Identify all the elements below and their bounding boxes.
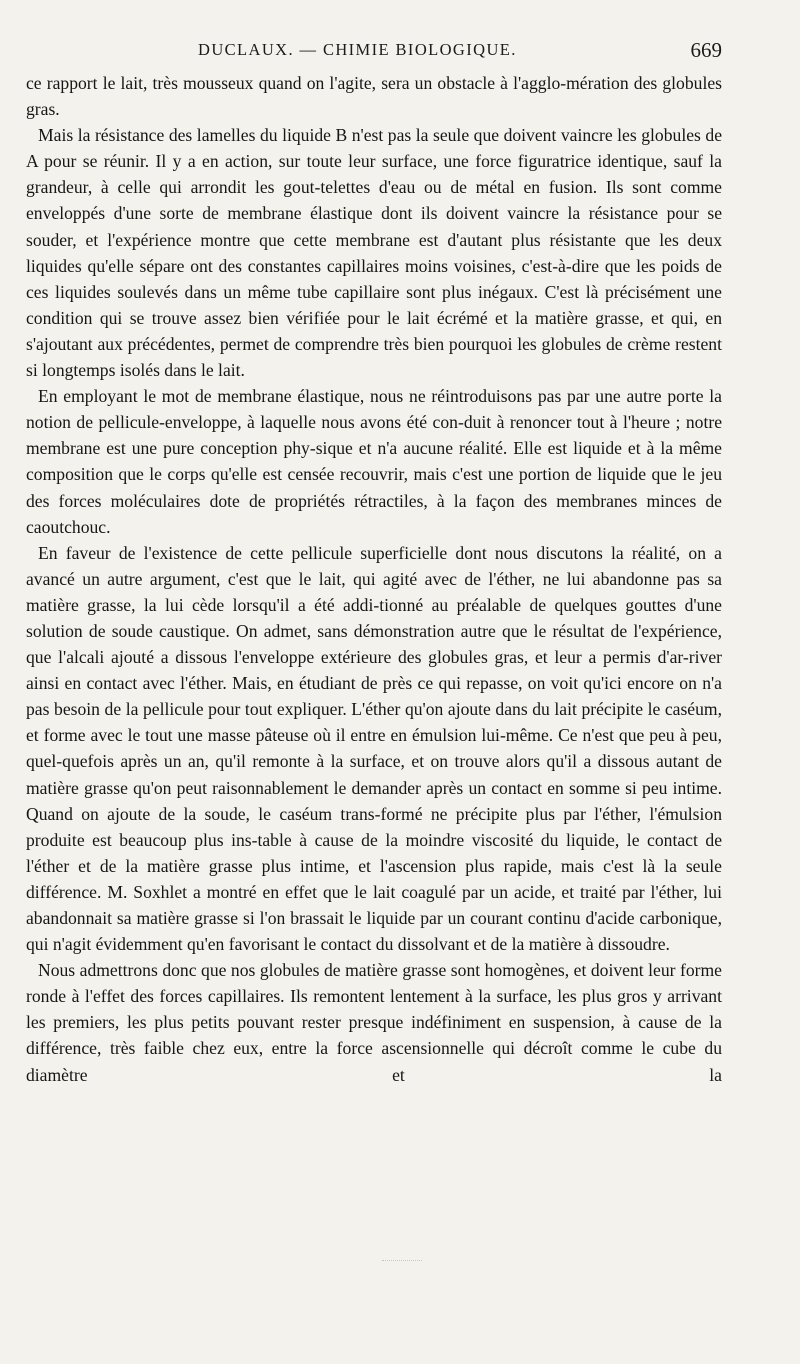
page-header (26, 38, 722, 64)
paragraph-capillary-resistance: Mais la résistance des lamelles du liquide B n'est pas la seule que doivent vaincre les globules de A pour se réunir. Il y a en action, sur toute leur surface, une force figuratrice identique, sauf la grandeur, à celle qui arrondit les gout-telettes d'eau ou de métal en fusion. Ils sont comme enveloppés d'une sorte de membrane élastique dont ils doivent vaincre la résistance pour se souder, et l'expérience montre que cette membrane est d'autant plus résistante que les deux liquides qu'elle sépare ont des constantes capillaires moins voisines, c'est-à-dire que les poids de ces liquides soulevés dans un même tube capillaire sont plus inégaux. C'est là précisément une condition qui se trouve assez bien vérifiée pour le lait écrémé et la matière grasse, et qui, en s'ajoutant aux précédentes, permet de comprendre très bien pourquoi les globules de crème restent si longtemps isolés dans le lait. (26, 125, 722, 381)
body-text (26, 70, 722, 1088)
running-head: DUCLAUX. — CHIMIE BIOLOGIQUE. (198, 40, 517, 59)
paragraph-ether-argument: En faveur de l'existence de cette pellicule superficielle dont nous discutons la réalité, on a avancé un autre argument, c'est que le lait, qui agité avec de l'éther, ne lui abandonne pas sa matière grasse, la lui cède lorsqu'il a été addi-tionné au préalable de quelques gouttes d'une solution de soude caustique. On admet, sans démonstration autre que le résultat de l'expérience, que l'alcali ajouté a dissous l'enveloppe extérieure des globules gras, et leur a permis d'ar-river ainsi en contact avec l'éther. Mais, en étudiant de près ce qui repasse, on voit qu'ici encore on n'a pas besoin de la pellicule pour tout expliquer. L'éther qu'on ajoute dans du lait précipite le caséum, et forme avec le tout une masse pâteuse où il entre en émulsion lui-même. Ce n'est que peu à peu, quel-quefois après un an, qu'il remonte à la surface, et on trouve alors qu'il a dissous autant de matière grasse qu'on peut raisonnablement le demander après un contact en somme si peu intime. Quand on ajoute de la soude, le caséum trans-formé ne précipite plus par l'éther, l'émulsion produite est beaucoup plus ins-table à cause de la moindre viscosité du liquide, le contact de l'éther et de la matière grasse plus intime, et l'ascension plus rapide, mais c'est là la seule différence. M. Soxhlet a montré en effet que le lait coagulé par un acide, et traité par l'éther, lui abandonnait sa matière grasse si l'on brassait le liquide par un courant continu d'acide carbonique, qui n'agit évidemment qu'en favorisant le contact du dissolvant et de la matière à dissoudre. (26, 542, 722, 955)
paragraph-continued: ce rapport le lait, très mousseux quand on l'agite, sera un obstacle à l'agglo-mération des globules gras. (26, 73, 722, 120)
paragraph-conclusion: Nous admettrons donc que nos globules de matière grasse sont homogènes, et doivent leur forme ronde à l'effet des forces capillaires. Ils remontent lentement à la surface, les plus gros y arrivant les premiers, les plus petits pouvant rester presque indéfiniment en suspension, à cause de la différence, très faible chez eux, entre la force ascensionnelle qui décroît comme le cube du diamètre et la (26, 960, 722, 1085)
paragraph-elastic-membrane: En employant le mot de membrane élastique, nous ne réintroduisons pas par une autre porte la notion de pellicule-enveloppe, à laquelle nous avons été con-duit à renoncer tout à l'heure ; notre membrane est une pure conception phy-sique et n'a aucune réalité. Elle est liquide et à la même composition que le corps qu'elle est censée recouvrir, mais c'est une portion de liquide que le jeu des forces moléculaires dote de propriétés rétractiles, à la façon des membranes minces de caoutchouc. (26, 386, 722, 537)
page-number: 669 (690, 38, 722, 62)
bottom-rule (382, 1260, 422, 1261)
